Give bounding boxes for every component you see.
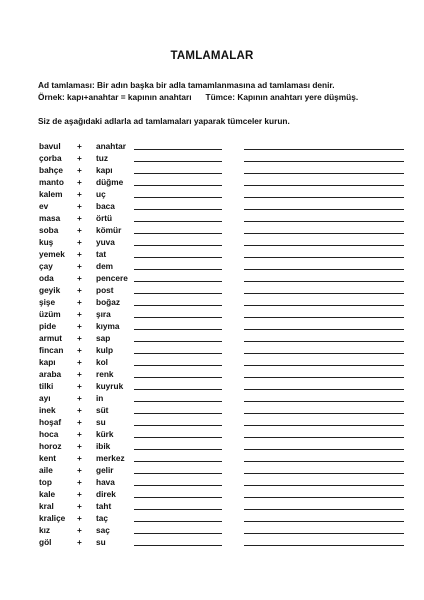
- first-word: kale: [39, 489, 56, 499]
- sentence-answer-line[interactable]: [244, 173, 404, 174]
- sentence-answer-line[interactable]: [244, 197, 404, 198]
- sentence-answer-line[interactable]: [244, 545, 404, 546]
- sentence-answer-line[interactable]: [244, 473, 404, 474]
- exercise-row: [0, 308, 424, 320]
- plus-sign: +: [77, 273, 82, 283]
- compound-answer-line[interactable]: [134, 377, 222, 378]
- sentence-answer-line[interactable]: [244, 401, 404, 402]
- second-word: baca: [96, 201, 115, 211]
- second-word: hava: [96, 477, 115, 487]
- compound-answer-line[interactable]: [134, 449, 222, 450]
- plus-sign: +: [77, 393, 82, 403]
- plus-sign: +: [77, 213, 82, 223]
- first-word: göl: [39, 537, 52, 547]
- second-word: tuz: [96, 153, 108, 163]
- exercise-row: [0, 392, 424, 404]
- plus-sign: +: [77, 429, 82, 439]
- compound-answer-line[interactable]: [134, 413, 222, 414]
- sentence-answer-line[interactable]: [244, 317, 404, 318]
- exercise-row: [0, 152, 424, 164]
- sentence-answer-line[interactable]: [244, 413, 404, 414]
- exercise-row: [0, 188, 424, 200]
- compound-answer-line[interactable]: [134, 173, 222, 174]
- second-word: su: [96, 417, 106, 427]
- first-word: yemek: [39, 249, 65, 259]
- exercise-row: [0, 368, 424, 380]
- compound-answer-line[interactable]: [134, 509, 222, 510]
- sentence-answer-line[interactable]: [244, 245, 404, 246]
- sentence-answer-line[interactable]: [244, 269, 404, 270]
- compound-answer-line[interactable]: [134, 281, 222, 282]
- sentence-answer-line[interactable]: [244, 221, 404, 222]
- plus-sign: +: [77, 465, 82, 475]
- first-word: hoşaf: [39, 417, 62, 427]
- second-word: in: [96, 393, 104, 403]
- first-word: armut: [39, 333, 63, 343]
- plus-sign: +: [77, 381, 82, 391]
- exercise-row: [0, 200, 424, 212]
- exercise-row: [0, 236, 424, 248]
- plus-sign: +: [77, 441, 82, 451]
- sentence-answer-line[interactable]: [244, 509, 404, 510]
- plus-sign: +: [77, 513, 82, 523]
- plus-sign: +: [77, 285, 82, 295]
- sentence-answer-line[interactable]: [244, 449, 404, 450]
- sentence-answer-line[interactable]: [244, 305, 404, 306]
- compound-answer-line[interactable]: [134, 485, 222, 486]
- second-word: taç: [96, 513, 108, 523]
- plus-sign: +: [77, 189, 82, 199]
- sentence-answer-line[interactable]: [244, 161, 404, 162]
- second-word: sap: [96, 333, 111, 343]
- compound-answer-line[interactable]: [134, 437, 222, 438]
- plus-sign: +: [77, 297, 82, 307]
- compound-answer-line[interactable]: [134, 317, 222, 318]
- compound-answer-line[interactable]: [134, 257, 222, 258]
- plus-sign: +: [77, 357, 82, 367]
- compound-answer-line[interactable]: [134, 293, 222, 294]
- sentence-answer-line[interactable]: [244, 233, 404, 234]
- plus-sign: +: [77, 477, 82, 487]
- exercise-row: [0, 500, 424, 512]
- first-word: araba: [39, 369, 62, 379]
- example-sentence: Tümce: Kapının anahtarı yere düşmüş.: [205, 92, 359, 102]
- compound-answer-line[interactable]: [134, 425, 222, 426]
- exercise-row: [0, 440, 424, 452]
- exercise-row: [0, 272, 424, 284]
- first-word: ayı: [39, 393, 51, 403]
- compound-answer-line[interactable]: [134, 545, 222, 546]
- exercise-row: [0, 332, 424, 344]
- second-word: kulp: [96, 345, 114, 355]
- first-word: şişe: [39, 297, 56, 307]
- instruction-text: Siz de aşağıdaki adlarla ad tamlamaları yaparak tümceler kurun.: [38, 116, 290, 126]
- second-word: süt: [96, 405, 109, 415]
- sentence-answer-line[interactable]: [244, 257, 404, 258]
- compound-answer-line[interactable]: [134, 161, 222, 162]
- first-word: soba: [39, 225, 59, 235]
- first-word: aile: [39, 465, 53, 475]
- compound-answer-line[interactable]: [134, 149, 222, 150]
- second-word: kuyruk: [96, 381, 124, 391]
- sentence-answer-line[interactable]: [244, 365, 404, 366]
- sentence-answer-line[interactable]: [244, 521, 404, 522]
- second-word: boğaz: [96, 297, 120, 307]
- example-line: [38, 92, 418, 103]
- first-word: inek: [39, 405, 56, 415]
- first-word: kız: [39, 525, 51, 535]
- plus-sign: +: [77, 525, 82, 535]
- plus-sign: +: [77, 537, 82, 547]
- sentence-answer-line[interactable]: [244, 341, 404, 342]
- second-word: saç: [96, 525, 110, 535]
- second-word: merkez: [96, 453, 125, 463]
- plus-sign: +: [77, 501, 82, 511]
- second-word: şıra: [96, 309, 111, 319]
- second-word: kapı: [96, 165, 113, 175]
- plus-sign: +: [77, 165, 82, 175]
- exercise-row: [0, 248, 424, 260]
- exercise-row: [0, 416, 424, 428]
- sentence-answer-line[interactable]: [244, 293, 404, 294]
- first-word: tilki: [39, 381, 54, 391]
- sentence-answer-line[interactable]: [244, 533, 404, 534]
- compound-answer-line[interactable]: [134, 245, 222, 246]
- sentence-answer-line[interactable]: [244, 497, 404, 498]
- plus-sign: +: [77, 453, 82, 463]
- exercise-row: [0, 284, 424, 296]
- compound-answer-line[interactable]: [134, 365, 222, 366]
- second-word: taht: [96, 501, 112, 511]
- plus-sign: +: [77, 201, 82, 211]
- exercise-row: [0, 380, 424, 392]
- second-word: su: [96, 537, 106, 547]
- sentence-answer-line[interactable]: [244, 149, 404, 150]
- compound-answer-line[interactable]: [134, 533, 222, 534]
- compound-answer-line[interactable]: [134, 461, 222, 462]
- exercise-row: [0, 536, 424, 548]
- plus-sign: +: [77, 417, 82, 427]
- plus-sign: +: [77, 225, 82, 235]
- second-word: renk: [96, 369, 114, 379]
- compound-answer-line[interactable]: [134, 473, 222, 474]
- first-word: hoca: [39, 429, 59, 439]
- exercise-row: [0, 224, 424, 236]
- plus-sign: +: [77, 345, 82, 355]
- plus-sign: +: [77, 369, 82, 379]
- compound-answer-line[interactable]: [134, 401, 222, 402]
- exercise-row: [0, 488, 424, 500]
- plus-sign: +: [77, 309, 82, 319]
- first-word: çorba: [39, 153, 62, 163]
- first-word: fincan: [39, 345, 64, 355]
- compound-answer-line[interactable]: [134, 389, 222, 390]
- first-word: manto: [39, 177, 64, 187]
- first-word: oda: [39, 273, 54, 283]
- exercise-row: [0, 452, 424, 464]
- first-word: kral: [39, 501, 54, 511]
- second-word: direk: [96, 489, 116, 499]
- plus-sign: +: [77, 405, 82, 415]
- compound-answer-line[interactable]: [134, 197, 222, 198]
- plus-sign: +: [77, 321, 82, 331]
- second-word: ibik: [96, 441, 111, 451]
- first-word: kuş: [39, 237, 54, 247]
- sentence-answer-line[interactable]: [244, 437, 404, 438]
- second-word: gelir: [96, 465, 114, 475]
- sentence-answer-line[interactable]: [244, 353, 404, 354]
- sentence-answer-line[interactable]: [244, 425, 404, 426]
- first-word: geyik: [39, 285, 61, 295]
- exercise-row: [0, 176, 424, 188]
- compound-answer-line[interactable]: [134, 269, 222, 270]
- compound-answer-line[interactable]: [134, 221, 222, 222]
- exercise-list: [0, 140, 424, 548]
- second-word: kol: [96, 357, 108, 367]
- second-word: kıyma: [96, 321, 120, 331]
- exercise-row: [0, 212, 424, 224]
- compound-answer-line[interactable]: [134, 353, 222, 354]
- first-word: pide: [39, 321, 57, 331]
- first-word: ev: [39, 201, 49, 211]
- compound-answer-line[interactable]: [134, 341, 222, 342]
- exercise-row: [0, 428, 424, 440]
- compound-answer-line[interactable]: [134, 209, 222, 210]
- first-word: kraliçe: [39, 513, 66, 523]
- compound-answer-line[interactable]: [134, 185, 222, 186]
- plus-sign: +: [77, 489, 82, 499]
- exercise-row: [0, 344, 424, 356]
- first-word: çay: [39, 261, 53, 271]
- first-word: masa: [39, 213, 61, 223]
- plus-sign: +: [77, 333, 82, 343]
- second-word: düğme: [96, 177, 124, 187]
- sentence-answer-line[interactable]: [244, 389, 404, 390]
- second-word: kömür: [96, 225, 122, 235]
- page-title: TAMLAMALAR: [170, 50, 254, 62]
- compound-answer-line[interactable]: [134, 521, 222, 522]
- second-word: tat: [96, 249, 107, 259]
- first-word: kalem: [39, 189, 63, 199]
- compound-answer-line[interactable]: [134, 233, 222, 234]
- first-word: bavul: [39, 141, 61, 151]
- exercise-row: [0, 512, 424, 524]
- second-word: uç: [96, 189, 106, 199]
- plus-sign: +: [77, 237, 82, 247]
- sentence-answer-line[interactable]: [244, 377, 404, 378]
- first-word: bahçe: [39, 165, 63, 175]
- plus-sign: +: [77, 153, 82, 163]
- first-word: horoz: [39, 441, 62, 451]
- sentence-answer-line[interactable]: [244, 461, 404, 462]
- sentence-answer-line[interactable]: [244, 329, 404, 330]
- exercise-row: [0, 320, 424, 332]
- first-word: üzüm: [39, 309, 61, 319]
- second-word: dem: [96, 261, 114, 271]
- plus-sign: +: [77, 141, 82, 151]
- compound-answer-line[interactable]: [134, 329, 222, 330]
- sentence-answer-line[interactable]: [244, 185, 404, 186]
- second-word: yuva: [96, 237, 115, 247]
- exercise-row: [0, 260, 424, 272]
- first-word: top: [39, 477, 52, 487]
- plus-sign: +: [77, 177, 82, 187]
- first-word: kapı: [39, 357, 56, 367]
- exercise-row: [0, 524, 424, 536]
- exercise-row: [0, 164, 424, 176]
- sentence-answer-line[interactable]: [244, 485, 404, 486]
- sentence-answer-line[interactable]: [244, 281, 404, 282]
- example-text: Örnek: kapı+anahtar = kapının anahtarı: [38, 92, 192, 102]
- second-word: kürk: [96, 429, 114, 439]
- first-word: kent: [39, 453, 57, 463]
- exercise-row: [0, 476, 424, 488]
- second-word: pencere: [96, 273, 128, 283]
- compound-answer-line[interactable]: [134, 305, 222, 306]
- second-word: post: [96, 285, 114, 295]
- definition-text: Ad tamlaması: Bir adın başka bir adla tamamlanmasına ad tamlaması denir.: [38, 80, 335, 90]
- exercise-row: [0, 464, 424, 476]
- second-word: örtü: [96, 213, 113, 223]
- exercise-row: [0, 356, 424, 368]
- second-word: anahtar: [96, 141, 126, 151]
- exercise-row: [0, 140, 424, 152]
- exercise-row: [0, 296, 424, 308]
- sentence-answer-line[interactable]: [244, 209, 404, 210]
- plus-sign: +: [77, 249, 82, 259]
- exercise-row: [0, 404, 424, 416]
- compound-answer-line[interactable]: [134, 497, 222, 498]
- plus-sign: +: [77, 261, 82, 271]
